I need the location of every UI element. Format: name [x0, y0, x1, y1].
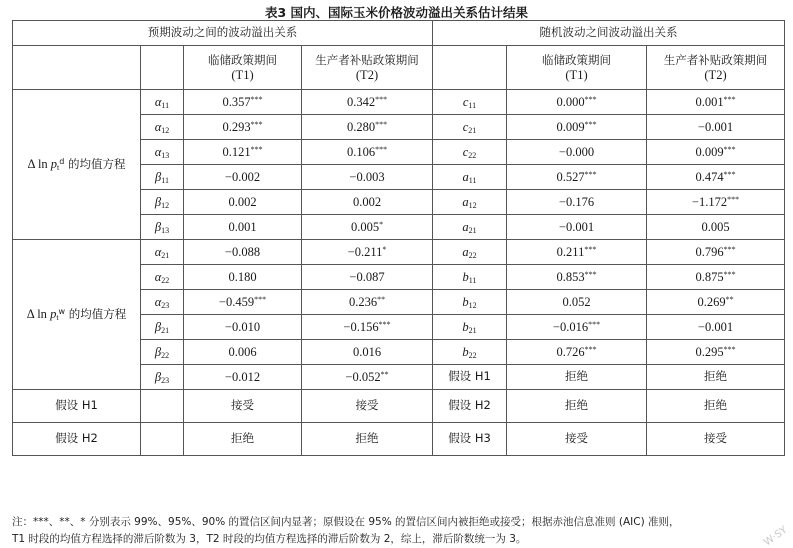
- coef-symbol: b: [462, 294, 469, 309]
- coef-symbol: b: [462, 269, 469, 284]
- coef-symbol-cell: [141, 365, 184, 390]
- table-row: [13, 240, 785, 265]
- value: 0.005: [701, 219, 730, 234]
- significance-stars: ***: [723, 244, 736, 254]
- coef-subscript: 11: [161, 175, 169, 185]
- coef-subscript: 13: [161, 225, 170, 235]
- value: −0.003: [349, 169, 385, 184]
- note-line-2: T1 时段的均值方程选择的滞后阶数为 3，T2 时段的均值方程选择的滞后阶数为 2，综上，滞后阶数统一为 3。: [12, 533, 527, 545]
- empty-cell: [141, 423, 184, 456]
- value: 0.357: [222, 94, 251, 109]
- value: −0.010: [224, 319, 261, 334]
- coef-symbol: a: [462, 194, 469, 209]
- value-cell: [184, 240, 302, 265]
- value-cell: [302, 340, 433, 365]
- coef-symbol: a: [462, 169, 469, 184]
- coef-subscript: 22: [161, 350, 170, 360]
- coef-symbol: a: [462, 244, 469, 259]
- value: 拒绝: [704, 369, 727, 384]
- coef-subscript: 11: [468, 175, 477, 185]
- coef-symbol-cell: [433, 90, 507, 115]
- value-cell: [184, 340, 302, 365]
- value: 0.001: [695, 94, 724, 109]
- significance-stars: ***: [378, 319, 391, 329]
- value: 0.342: [346, 94, 376, 109]
- group-header-row: [13, 21, 785, 46]
- significance-stars: ***: [723, 269, 736, 279]
- equation-text: 的均值方程: [68, 307, 127, 322]
- coef-symbol-cell: [141, 290, 184, 315]
- t2-code: (T2): [355, 67, 379, 82]
- coef-subscript: 22: [468, 150, 477, 160]
- hypothesis-label: 假设 H1: [433, 365, 507, 390]
- value-cell: [507, 340, 647, 365]
- value: 0.293: [222, 119, 251, 134]
- coef-subscript: 23: [161, 375, 170, 385]
- period-header-row: [13, 46, 785, 90]
- value: 0.121: [222, 144, 251, 159]
- t1-code: (T1): [231, 67, 254, 82]
- significance-stars: **: [377, 294, 386, 304]
- significance-stars: ***: [584, 244, 597, 254]
- value-cell: [184, 265, 302, 290]
- empty-header-cell: [433, 46, 507, 90]
- equation-label: [13, 240, 141, 390]
- value: 0.236: [348, 294, 378, 309]
- value-cell: [647, 215, 785, 240]
- hypothesis-label: 假设 H3: [433, 423, 507, 456]
- value: 0.853: [556, 269, 585, 284]
- hypothesis-result: 拒绝: [302, 423, 433, 456]
- value-cell: [647, 340, 785, 365]
- significance-stars: ***: [250, 119, 263, 129]
- coef-symbol-cell: [141, 90, 184, 115]
- coef-symbol-cell: [141, 315, 184, 340]
- value-cell: [302, 290, 433, 315]
- value: −0.016: [552, 319, 589, 334]
- significance-stars: ***: [584, 344, 597, 354]
- value: 0.006: [228, 344, 257, 359]
- value: 0.180: [228, 269, 257, 284]
- hypothesis-result: 拒绝: [184, 423, 302, 456]
- coef-symbol-cell: [433, 115, 507, 140]
- coef-symbol-cell: [141, 140, 184, 165]
- coef-symbol-cell: [433, 290, 507, 315]
- coef-symbol-cell: [433, 240, 507, 265]
- empty-cell: [141, 390, 184, 423]
- coef-subscript: 21: [161, 250, 170, 260]
- t1-name: 临储政策期间: [208, 53, 277, 68]
- value: 0.002: [228, 194, 257, 209]
- coef-symbol: α: [154, 119, 162, 134]
- value: 0.009: [556, 119, 585, 134]
- coef-subscript: 21: [468, 125, 477, 135]
- coef-symbol: α: [154, 269, 162, 284]
- group-header-right: 随机波动之间波动溢出关系: [433, 21, 785, 46]
- value-cell: [507, 365, 647, 390]
- significance-stars: ***: [250, 94, 263, 104]
- significance-stars: ***: [723, 169, 736, 179]
- value: 0.000: [556, 94, 585, 109]
- coef-symbol-cell: [141, 265, 184, 290]
- value: 0.001: [228, 219, 257, 234]
- significance-stars: **: [725, 294, 734, 304]
- significance-stars: ***: [723, 144, 736, 154]
- t2-code: (T2): [704, 67, 727, 82]
- value-cell: [507, 315, 647, 340]
- table-note: [12, 514, 784, 548]
- t2-name: 生产者补贴政策期间: [315, 53, 419, 68]
- coef-symbol: c: [462, 119, 469, 134]
- value-cell: [507, 115, 647, 140]
- significance-stars: *: [379, 219, 384, 229]
- value-cell: [184, 115, 302, 140]
- hypothesis-label: 假设 H1: [13, 390, 141, 423]
- coef-symbol: a: [462, 219, 469, 234]
- coef-subscript: 23: [161, 300, 170, 310]
- coef-subscript: 13: [161, 150, 170, 160]
- equation-math: Δ $\ln p_t$: [26, 307, 59, 323]
- left-t1-header: [184, 46, 302, 90]
- value: −0.176: [558, 194, 595, 209]
- value-cell: [184, 165, 302, 190]
- value-cell: [507, 240, 647, 265]
- value: 0.875: [695, 269, 724, 284]
- significance-stars: ***: [375, 144, 388, 154]
- value: 0.211: [556, 244, 585, 259]
- coef-symbol: β: [154, 194, 162, 209]
- coef-symbol: c: [462, 144, 469, 159]
- value: 0.280: [346, 119, 376, 134]
- coef-symbol: β: [154, 219, 162, 234]
- value-cell: [302, 365, 433, 390]
- coef-subscript: 22: [161, 275, 170, 285]
- t1-code: (T1): [565, 67, 588, 82]
- value-cell: [647, 165, 785, 190]
- value: −0.002: [224, 169, 261, 184]
- value-cell: [647, 190, 785, 215]
- hypothesis-row: [13, 423, 785, 456]
- group-header-left: 预期波动之间的波动溢出关系: [13, 21, 433, 46]
- value-cell: [507, 140, 647, 165]
- significance-stars: ***: [723, 94, 736, 104]
- coef-symbol: β: [154, 369, 162, 384]
- hypothesis-label: 假设 H2: [13, 423, 141, 456]
- coef-subscript: 22: [468, 250, 477, 260]
- value-cell: [184, 190, 302, 215]
- significance-stars: ***: [254, 294, 267, 304]
- coef-symbol-cell: [433, 190, 507, 215]
- value: 0.796: [695, 244, 724, 259]
- hypothesis-result: 接受: [647, 423, 785, 456]
- value-cell: [184, 290, 302, 315]
- value-cell: [302, 140, 433, 165]
- significance-stars: ***: [584, 119, 597, 129]
- value-cell: [647, 140, 785, 165]
- estimation-table: [12, 20, 785, 456]
- value-cell: [647, 240, 785, 265]
- significance-stars: ***: [588, 319, 601, 329]
- empty-header-cell: [141, 46, 184, 90]
- coef-symbol-cell: [433, 140, 507, 165]
- value-cell: [184, 90, 302, 115]
- significance-stars: ***: [727, 194, 740, 204]
- coef-symbol-cell: [433, 215, 507, 240]
- value: −0.001: [558, 219, 595, 234]
- value: 0.009: [695, 144, 724, 159]
- value: −0.459: [218, 294, 255, 309]
- value-cell: [302, 90, 433, 115]
- note-line-1: 注：***、**、* 分别表示 99%、95%、90% 的置信区间内显著；原假设在 95% 的置信区间内被拒绝或接受；根据赤池信息准则 (AIC) 准则，: [12, 516, 680, 528]
- equation-math: Δ $\ln p_t$: [27, 157, 60, 173]
- right-t1-header: [507, 46, 647, 90]
- value-cell: [302, 315, 433, 340]
- value-cell: [507, 290, 647, 315]
- value-cell: [647, 265, 785, 290]
- significance-stars: ***: [375, 119, 388, 129]
- value: −0.001: [697, 319, 734, 334]
- coef-symbol-cell: [141, 115, 184, 140]
- value: −0.000: [558, 144, 595, 159]
- coef-symbol-cell: [433, 315, 507, 340]
- table-row: [13, 90, 785, 115]
- coef-symbol-cell: [141, 240, 184, 265]
- equation-superscript: d: [59, 157, 65, 167]
- value: 0.474: [695, 169, 724, 184]
- value-cell: [507, 215, 647, 240]
- significance-stars: **: [380, 369, 389, 379]
- left-t2-header: [302, 46, 433, 90]
- coef-symbol: α: [154, 94, 162, 109]
- value: −0.012: [224, 369, 261, 384]
- value: −0.001: [697, 119, 734, 134]
- coef-symbol: β: [154, 344, 162, 359]
- hypothesis-result: 接受: [302, 390, 433, 423]
- coef-symbol-cell: [433, 165, 507, 190]
- significance-stars: *: [382, 244, 387, 254]
- equation-superscript: w: [58, 307, 66, 317]
- watermark: W·SY: [762, 524, 790, 548]
- hypothesis-row: [13, 390, 785, 423]
- value-cell: [507, 265, 647, 290]
- coef-subscript: 12: [161, 200, 170, 210]
- hypothesis-result: 接受: [184, 390, 302, 423]
- value-cell: [302, 240, 433, 265]
- value-cell: [647, 290, 785, 315]
- coef-symbol-cell: [141, 340, 184, 365]
- t2-name: 生产者补贴政策期间: [663, 53, 768, 68]
- value-cell: [184, 140, 302, 165]
- value-cell: [184, 215, 302, 240]
- value-cell: [302, 265, 433, 290]
- value-cell: [302, 190, 433, 215]
- coef-symbol: b: [462, 319, 469, 334]
- significance-stars: ***: [584, 169, 597, 179]
- value-cell: [507, 165, 647, 190]
- value-cell: [302, 115, 433, 140]
- hypothesis-result: 拒绝: [647, 390, 785, 423]
- value: 0.002: [352, 194, 382, 209]
- value: −0.088: [224, 244, 261, 259]
- value-cell: [302, 165, 433, 190]
- value: 0.726: [556, 344, 585, 359]
- value: 0.527: [556, 169, 585, 184]
- coef-symbol: β: [155, 169, 162, 184]
- value-cell: [647, 315, 785, 340]
- coef-symbol: β: [154, 319, 162, 334]
- value-cell: [647, 115, 785, 140]
- significance-stars: ***: [723, 344, 736, 354]
- coef-subscript: 12: [161, 125, 170, 135]
- coef-symbol-cell: [141, 215, 184, 240]
- value-cell: [647, 90, 785, 115]
- significance-stars: ***: [584, 269, 597, 279]
- coef-symbol: α: [154, 144, 162, 159]
- value-cell: [507, 190, 647, 215]
- coef-symbol-cell: [433, 265, 507, 290]
- coef-subscript: 21: [468, 325, 477, 335]
- value: 0.016: [352, 344, 382, 359]
- value: 拒绝: [565, 369, 588, 384]
- significance-stars: ***: [375, 94, 388, 104]
- value: −1.172: [691, 194, 728, 209]
- value: 0.052: [562, 294, 591, 309]
- coef-subscript: 22: [468, 350, 477, 360]
- equation-label: [13, 90, 141, 240]
- coef-subscript: 11: [468, 275, 477, 285]
- value-cell: [302, 215, 433, 240]
- coef-subscript: 11: [161, 100, 170, 110]
- hypothesis-label: 假设 H2: [433, 390, 507, 423]
- table-title: 表3 国内、国际玉米价格波动溢出关系估计结果: [264, 5, 529, 20]
- value: −0.211: [347, 244, 383, 259]
- value: 0.106: [346, 144, 376, 159]
- coef-symbol: α: [154, 244, 162, 259]
- coef-symbol: α: [154, 294, 162, 309]
- coef-subscript: 21: [161, 325, 170, 335]
- coef-subscript: 11: [468, 100, 477, 110]
- coef-subscript: 21: [468, 225, 477, 235]
- coef-symbol-cell: [141, 165, 184, 190]
- value: 0.005: [350, 219, 380, 234]
- value-cell: [184, 365, 302, 390]
- right-t2-header: [647, 46, 785, 90]
- coef-symbol: b: [462, 344, 469, 359]
- coef-symbol-cell: [433, 340, 507, 365]
- t1-name: 临储政策期间: [542, 53, 611, 68]
- hypothesis-result: 接受: [507, 423, 647, 456]
- value-cell: [647, 365, 785, 390]
- hypothesis-result: 拒绝: [507, 390, 647, 423]
- value-cell: [184, 315, 302, 340]
- equation-text: 的均值方程: [68, 157, 126, 172]
- coef-symbol-cell: [141, 190, 184, 215]
- value: 0.295: [695, 344, 724, 359]
- significance-stars: ***: [584, 94, 597, 104]
- value: −0.156: [343, 319, 379, 334]
- value: −0.052: [345, 369, 381, 384]
- value: −0.087: [349, 269, 385, 284]
- value-cell: [507, 90, 647, 115]
- value: 0.269: [697, 294, 726, 309]
- coef-symbol: c: [462, 94, 469, 109]
- significance-stars: ***: [250, 144, 263, 154]
- coef-subscript: 12: [468, 200, 477, 210]
- empty-header-cell: [13, 46, 141, 90]
- coef-subscript: 12: [468, 300, 477, 310]
